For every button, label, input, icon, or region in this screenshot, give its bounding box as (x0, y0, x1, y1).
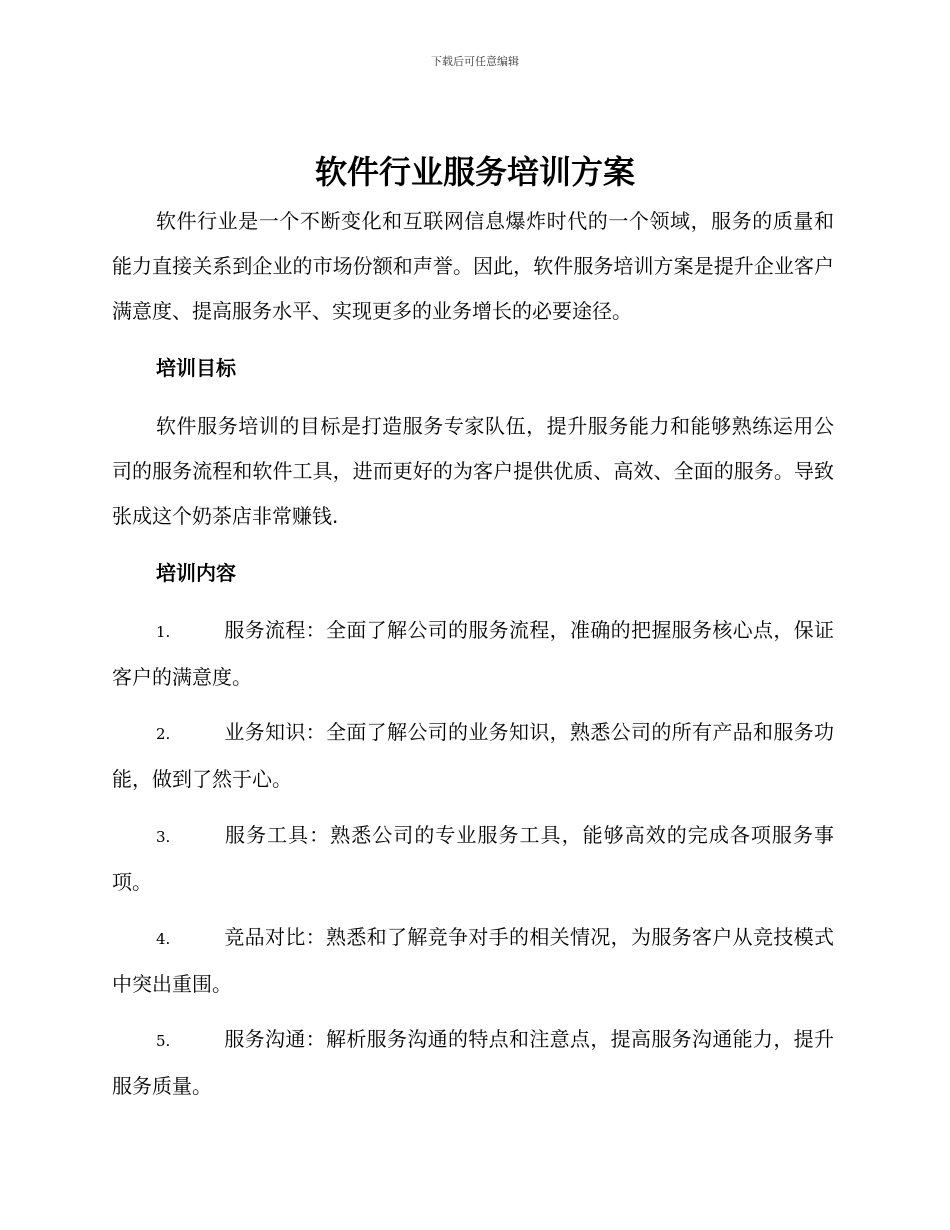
list-item (112, 915, 834, 1007)
goals-paragraph: 软件服务培训的目标是打造服务专家队伍，提升服务能力和能够熟练运用公司的服务流程和软件工具，进而更好的为客户提供优质、高效、全面的服务。导致张成这个奶茶店非常赚钱. (112, 414, 834, 528)
list-item-number: 1. (156, 623, 171, 641)
list-item-number: 3. (156, 828, 171, 846)
list-item-number: 4. (156, 930, 171, 948)
list-item-text: 服务流程：全面了解公司的服务流程，准确的把握服务核心点，保证客户的满意度。 (112, 618, 834, 689)
section-heading-content: 培训内容 (156, 561, 236, 585)
list-item (112, 710, 834, 802)
list-item (112, 608, 834, 700)
document-title: 软件行业服务培训方案 (314, 153, 635, 191)
list-item-text: 竞品对比：熟悉和了解竞争对手的相关情况，为服务客户从竞技模式中突出重围。 (112, 925, 834, 996)
list-item-number: 2. (156, 725, 171, 743)
header-note: 下载后可任意编辑 (431, 55, 519, 68)
list-item-text: 服务沟通：解析服务沟通的特点和注意点，提高服务沟通能力，提升服务质量。 (112, 1027, 834, 1098)
list-item-text: 业务知识：全面了解公司的业务知识，熟悉公司的所有产品和服务功能，做到了然于心。 (112, 720, 834, 791)
list-item-text: 服务工具：熟悉公司的专业服务工具，能够高效的完成各项服务事项。 (112, 823, 834, 894)
section-heading-goals: 培训目标 (156, 356, 236, 380)
list-item (112, 813, 834, 905)
list-item-number: 5. (156, 1032, 171, 1050)
intro-paragraph: 软件行业是一个不断变化和互联网信息爆炸时代的一个领域，服务的质量和能力直接关系到企业的市场份额和声誉。因此，软件服务培训方案是提升企业客户满意度、提高服务水平、实现更多的业务增长的必要途径。 (112, 209, 834, 323)
list-item (112, 1017, 834, 1109)
